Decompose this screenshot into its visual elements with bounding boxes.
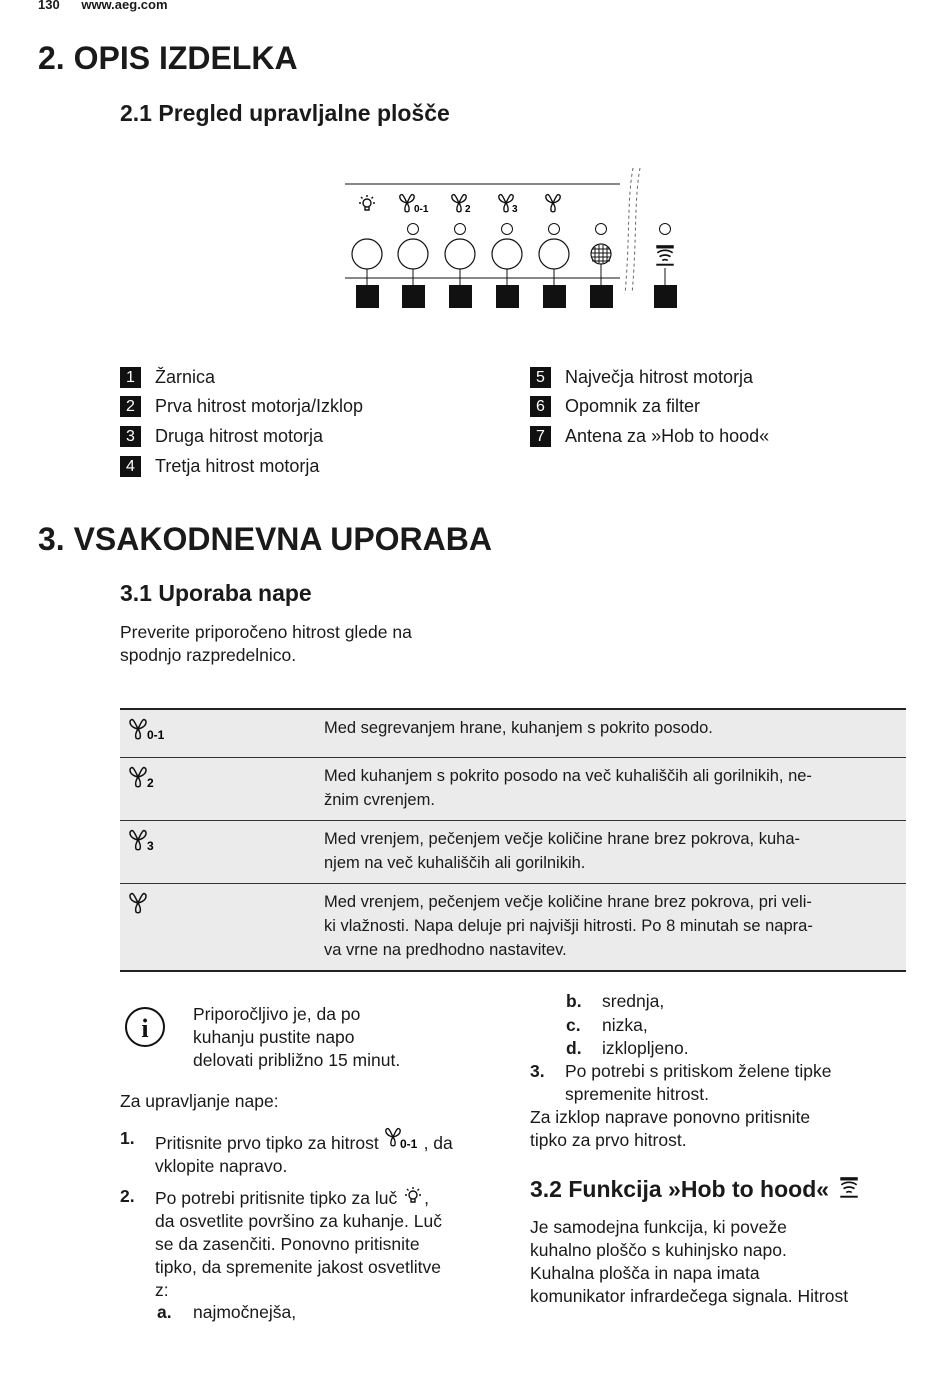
hob-to-hood-paragraph: Je samodejna funkcija, ki poveže kuhalno ploščo s kuhinjsko napo. Kuhalna plošča in napa imata komunikator infrardečega signala. Hitrost xyxy=(530,1217,849,1306)
legend-item: 5 Največja hitrost motorja xyxy=(530,365,753,389)
fan-speed-3-icon xyxy=(126,839,174,857)
legend-item: 7 Antena za »Hob to hood« xyxy=(530,424,769,448)
light-button[interactable] xyxy=(352,239,382,269)
info-icon xyxy=(124,1006,166,1048)
off-instructions: Za izklop naprave ponovno pritisnite tipko za prvo hitrost. xyxy=(530,1107,811,1150)
label-square-3 xyxy=(449,285,472,308)
led-antenna xyxy=(660,224,671,235)
svg-text:2: 2 xyxy=(147,776,154,790)
hob2hood-icon xyxy=(837,1174,861,1205)
svg-text:2: 2 xyxy=(465,204,471,215)
speed-3-button[interactable] xyxy=(492,239,522,269)
site-url: www.aeg.com xyxy=(81,0,168,12)
fan-boost-icon xyxy=(546,195,560,212)
boost-button[interactable] xyxy=(539,239,569,269)
subsection-title-3-2: 3.2 Funkcija »Hob to hood« xyxy=(530,1176,830,1202)
legend-item: 6 Opomnik za filter xyxy=(530,394,700,418)
intro-paragraph: Preverite priporočeno hitrost glede na spodnjo razpredelnico. xyxy=(120,622,412,665)
table-row: 0-1 Med segrevanjem hrane, kuhanjem s pokrito posodo. xyxy=(120,709,906,758)
speed-usage-table xyxy=(120,708,906,972)
led-speed-2 xyxy=(455,224,466,235)
fan-boost-icon xyxy=(126,902,174,920)
page-number: 130 xyxy=(38,0,60,12)
fan-speed-2-icon xyxy=(126,776,174,794)
fan-speed-2-icon xyxy=(452,195,471,215)
label-square-2 xyxy=(402,285,425,308)
svg-text:3: 3 xyxy=(512,204,518,215)
speed-1-button[interactable] xyxy=(398,239,428,269)
svg-text:0-1: 0-1 xyxy=(147,728,165,742)
led-filter xyxy=(596,224,607,235)
table-row: Med vrenjem, pečenjem večje količine hrane brez pokrova, pri veli- ki vlažnosti. Napa deluje pri najvišji hitrosti. Po 8 minutah se napra- va vrne na predhodno nastavitev. xyxy=(120,884,906,972)
svg-text:0-1: 0-1 xyxy=(399,1137,417,1151)
light-icon xyxy=(402,1188,424,1208)
label-square-4 xyxy=(496,285,519,308)
section-title-3: 3. VSAKODNEVNA UPORABA xyxy=(38,521,492,557)
substep-b: b. srednja, xyxy=(566,991,665,1011)
label-square-1 xyxy=(356,285,379,308)
subsection-title-3-1: 3.1 Uporaba nape xyxy=(120,580,312,606)
svg-text:3: 3 xyxy=(147,839,154,853)
hob2hood-icon xyxy=(656,245,673,266)
label-square-6 xyxy=(590,285,613,308)
table-row: 3 Med vrenjem, pečenjem večje količine hrane brez pokrova, kuha- njem na več kuhališčih ali gorilnikih. xyxy=(120,821,906,884)
table-row: 2 Med kuhanjem s pokrito posodo na več kuhališčih ali gorilnikih, ne- žnim cvrenjem. xyxy=(120,758,906,821)
subsection-3-2 xyxy=(530,1174,861,1205)
led-speed-3 xyxy=(502,224,513,235)
step-3: 3. Po potrebi s pritiskom želene tipke spremenite hitrost. xyxy=(530,1061,832,1104)
substep-c: c. nizka, xyxy=(566,1015,648,1035)
grid-filter-icon xyxy=(591,244,611,264)
led-boost xyxy=(549,224,560,235)
speed-2-button[interactable] xyxy=(445,239,475,269)
step-2: 2. Po potrebi pritisnite tipko za luč , da osvetlite površino za kuhanje. Luč se da zasenčiti. Ponovno pritisnite tipko, da spremenite jakost osvetlitve z: xyxy=(120,1186,442,1300)
legend-item: 4 Tretja hitrost motorja xyxy=(120,454,319,478)
control-panel-diagram xyxy=(340,160,690,320)
section-title-2: 2. OPIS IZDELKA xyxy=(38,40,298,76)
led-speed-1 xyxy=(408,224,419,235)
fan-speed-0-1-icon xyxy=(384,1133,424,1153)
control-intro: Za upravljanje nape: xyxy=(120,1091,279,1111)
label-square-7 xyxy=(654,285,677,308)
light-icon xyxy=(359,195,375,210)
legend-item: 1 Žarnica xyxy=(120,365,215,389)
subsection-title-2-1: 2.1 Pregled upravljalne plošče xyxy=(120,100,450,126)
fan-speed-0-1-icon xyxy=(400,195,429,215)
svg-text:0-1: 0-1 xyxy=(414,204,429,215)
fan-speed-0-1-icon xyxy=(126,728,174,746)
info-note: Priporočljivo je, da po kuhanju pustite napo delovati približno 15 minut. xyxy=(193,1004,401,1070)
fan-speed-3-icon xyxy=(499,195,518,215)
legend-item: 2 Prva hitrost motorja/Izklop xyxy=(120,394,363,418)
substep-a: a. najmočnejša, xyxy=(157,1302,297,1322)
svg-text:i: i xyxy=(141,1014,149,1043)
legend-item: 3 Druga hitrost motorja xyxy=(120,424,323,448)
label-square-5 xyxy=(543,285,566,308)
substep-d: d. izklopljeno. xyxy=(566,1038,689,1058)
page-header xyxy=(38,0,186,12)
step-1: 1. Pritisnite prvo tipko za hitrost 0-1 , da vklopite napravo. xyxy=(120,1128,453,1176)
